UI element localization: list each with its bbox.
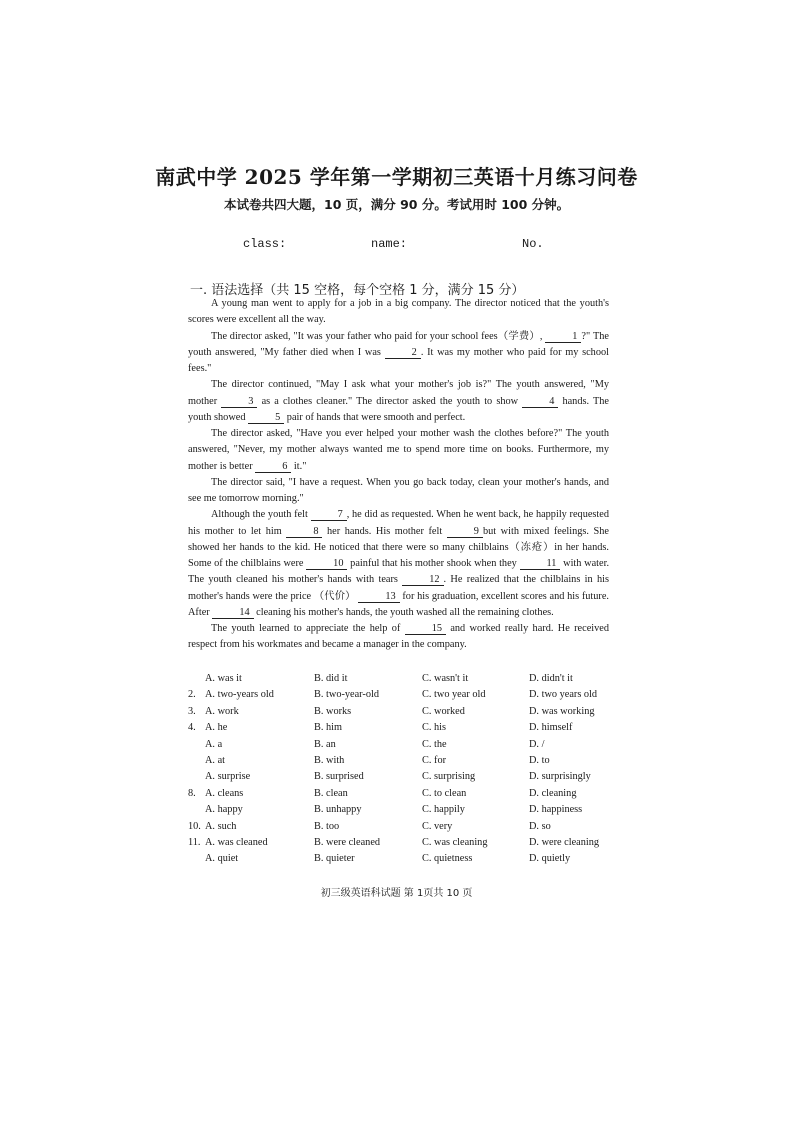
option-row [188, 771, 608, 787]
option-a[interactable]: A. he [205, 722, 228, 734]
option-row [188, 788, 608, 804]
blank-7[interactable]: 7 [311, 509, 347, 521]
class-label: class: [243, 237, 287, 251]
exam-subtitle: 本试卷共四大题，10 页，满分 90 分。考试用时 100 分钟。 [224, 197, 570, 212]
option-b[interactable]: B. with [314, 754, 345, 766]
option-a[interactable]: A. quiet [205, 853, 239, 865]
blank-8[interactable]: 8 [286, 526, 322, 538]
passage-text: for his graduation, excellent scores and his future. After [188, 590, 609, 618]
passage-text: hands. The youth showed [188, 395, 609, 423]
blank-6[interactable]: 6 [255, 461, 291, 473]
blank-13[interactable]: 13 [358, 591, 399, 603]
option-a[interactable]: A. such [205, 820, 237, 832]
option-d[interactable]: D. were cleaning [529, 836, 600, 848]
option-row [188, 853, 608, 869]
passage-text: with water. The youth cleaned his mother's hands with tears [188, 558, 610, 586]
passage-paragraph [188, 507, 609, 621]
option-c[interactable]: C. surprising [422, 771, 476, 783]
option-b[interactable]: B. works [314, 705, 352, 717]
passage-paragraph [188, 296, 609, 329]
option-c[interactable]: C. was cleaning [422, 836, 488, 848]
blank-15[interactable]: 15 [405, 623, 446, 635]
option-a[interactable]: A. was cleaned [205, 836, 268, 848]
option-c[interactable]: C. worked [422, 705, 465, 717]
passage-text: . It was my mother who paid for my school fees." [188, 346, 609, 374]
blank-9[interactable]: 9 [447, 526, 483, 538]
option-d[interactable]: D. happiness [529, 804, 583, 816]
blank-2[interactable]: 2 [385, 347, 421, 359]
option-b[interactable]: B. clean [314, 787, 348, 799]
option-a[interactable]: A. cleans [205, 787, 244, 799]
question-number: 10. [188, 820, 201, 832]
option-row [188, 739, 608, 755]
blank-11[interactable]: 11 [520, 558, 561, 570]
passage-text: ?" The youth answered, "My father died when I was [188, 330, 609, 358]
option-c[interactable]: C. his [422, 722, 447, 734]
exam-title: 南武中学 2025 学年第一学期初三英语十月练习问卷 [155, 165, 638, 189]
passage-text: A young man went to apply for a job in a big company. The director noticed that the youth's scores were excellent all the way. [188, 298, 609, 326]
question-number: 4. [188, 722, 196, 734]
passage-text: and worked really hard. He received respect from his workmates and became a manager in the company. [188, 623, 609, 651]
option-c[interactable]: C. the [422, 738, 447, 750]
option-row [188, 706, 608, 722]
option-d[interactable]: D. himself [529, 722, 573, 734]
passage-text: it." [291, 460, 307, 472]
option-d[interactable]: D. so [529, 820, 551, 832]
passage-text: as a clothes cleaner." The director asked the youth to show [257, 395, 523, 407]
option-c[interactable]: C. two year old [422, 689, 486, 701]
option-b[interactable]: B. an [314, 738, 336, 750]
blank-3[interactable]: 3 [221, 396, 257, 408]
answer-options [188, 673, 608, 870]
option-c[interactable]: C. wasn't it [422, 673, 469, 684]
option-row [188, 722, 608, 738]
reading-passage [188, 296, 609, 654]
passage-text: The director asked, "Have you ever helped your mother wash the clothes before?" The youth answered, "Never, my mother always wanted me to spend more time on books. Furthermore, my mother is better [188, 428, 609, 472]
passage-text: . He realized that the chilblains in his mother's hands were the price （代价） [188, 574, 610, 602]
question-number: 11. [188, 836, 201, 848]
option-b[interactable]: B. were cleaned [314, 836, 381, 848]
passage-paragraph [188, 377, 609, 426]
blank-4[interactable]: 4 [522, 396, 558, 408]
blank-12[interactable]: 12 [402, 574, 443, 586]
question-number: 8. [188, 787, 196, 799]
option-d[interactable]: D. didn't it [529, 673, 573, 684]
passage-text: but with mixed feelings. She showed her hands to the kid. He noticed that there were so many chilblains（冻疮）in her hands. Some of the chilblains were [188, 525, 609, 569]
question-number: 3. [188, 705, 196, 717]
passage-text: The director continued, "May I ask what your mother's job is?" The youth answered, "My mother [188, 379, 609, 407]
no-label: No. [522, 237, 544, 251]
option-d[interactable]: D. surprisingly [529, 771, 591, 783]
passage-text: The youth learned to appreciate the help of [211, 623, 405, 634]
option-row [188, 673, 608, 689]
passage-text: her hands. His mother felt [322, 525, 447, 537]
blank-14[interactable]: 14 [212, 607, 253, 619]
passage-text: cleaning his mother's hands, the youth washed all the remaining clothes. [253, 606, 554, 618]
blank-1[interactable]: 1 [545, 331, 581, 343]
option-a[interactable]: A. happy [205, 804, 243, 816]
question-number: 2. [188, 689, 196, 701]
section-heading: 一. 语法选择（共 15 空格，每个空格 1 分，满分 15 分） [190, 283, 525, 298]
option-d[interactable]: D. / [529, 738, 545, 750]
option-a[interactable]: A. at [205, 754, 226, 766]
option-row [188, 821, 608, 837]
option-b[interactable]: B. did it [314, 673, 348, 684]
option-row [188, 804, 608, 820]
option-c[interactable]: C. happily [422, 804, 465, 816]
option-b[interactable]: B. surprised [314, 771, 364, 783]
passage-paragraph [188, 621, 609, 654]
blank-10[interactable]: 10 [306, 558, 347, 570]
option-a[interactable]: A. was it [205, 673, 242, 684]
passage-text: The director asked, "It was your father who paid for your school fees（学费）, [211, 330, 546, 342]
option-d[interactable]: D. quietly [529, 853, 571, 865]
page-footer: 初三级英语科试题 第 1页共 10 页 [320, 888, 473, 899]
option-d[interactable]: D. to [529, 754, 550, 766]
passage-text: Although the youth felt [211, 509, 311, 521]
blank-5[interactable]: 5 [248, 412, 284, 424]
option-a[interactable]: A. a [205, 738, 223, 750]
option-d[interactable]: D. was working [529, 705, 595, 717]
passage-paragraph [188, 329, 609, 378]
option-b[interactable]: B. him [314, 722, 343, 734]
passage-text: painful that his mother shook when they [347, 558, 520, 569]
option-b[interactable]: B. quieter [314, 853, 355, 865]
option-row [188, 837, 608, 853]
option-b[interactable]: B. too [314, 820, 340, 832]
option-c[interactable]: C. very [422, 820, 453, 832]
option-c[interactable]: C. quietness [422, 853, 473, 865]
option-a[interactable]: A. surprise [205, 771, 251, 783]
name-label: name: [371, 237, 408, 251]
option-b[interactable]: B. two-year-old [314, 689, 379, 701]
option-b[interactable]: B. unhappy [314, 804, 362, 816]
option-c[interactable]: C. for [422, 754, 447, 766]
option-d[interactable]: D. two years old [529, 689, 598, 701]
option-row [188, 689, 608, 705]
option-a[interactable]: A. work [205, 705, 239, 717]
passage-paragraph [188, 426, 609, 475]
passage-text: The director said, "I have a request. When you go back today, clean your mother's hands, and see me tomorrow morning." [188, 476, 609, 504]
option-c[interactable]: C. to clean [422, 787, 467, 799]
passage-text: pair of hands that were smooth and perfect. [284, 411, 466, 423]
option-a[interactable]: A. two-years old [205, 689, 274, 701]
option-d[interactable]: D. cleaning [529, 787, 577, 799]
option-row [188, 755, 608, 771]
passage-paragraph [188, 475, 609, 508]
passage-text: , he did as requested. When he went back, he happily requested his mother to let him [188, 509, 610, 537]
